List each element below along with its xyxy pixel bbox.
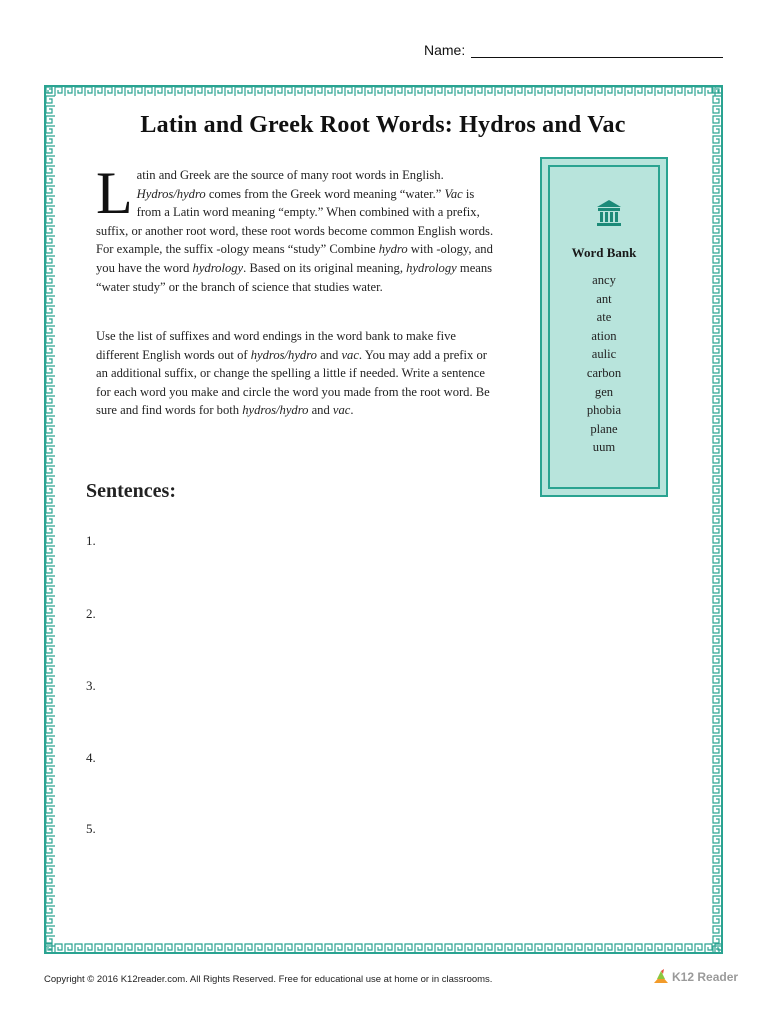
intro-term-hydros: Hydros/hydro bbox=[136, 186, 206, 201]
instr-term-vac: vac bbox=[341, 347, 359, 362]
word-bank-item: plane bbox=[590, 421, 618, 436]
sentence-number-1: 1. bbox=[86, 533, 96, 548]
word-bank-title: Word Bank bbox=[571, 245, 637, 260]
intro-paragraph bbox=[96, 160, 498, 296]
word-bank-item: uum bbox=[592, 440, 616, 455]
word-bank-item: ant bbox=[596, 291, 612, 306]
word-bank-item: phobia bbox=[586, 403, 622, 418]
intro-text-5: . Based on its original meaning, bbox=[243, 260, 407, 275]
word-bank-item: ancy bbox=[592, 273, 616, 287]
intro-term-hydrology: hydrology bbox=[192, 260, 244, 275]
instr-text-4: and bbox=[308, 403, 333, 418]
instructions-paragraph bbox=[96, 327, 498, 420]
worksheet-title: Latin and Greek Root Words: Hydros and Vac bbox=[140, 112, 626, 138]
name-field-row bbox=[424, 42, 723, 58]
instr-term-vac-2: vac bbox=[332, 403, 351, 418]
intro-text-6: means “water study” or the branch of science that studies water. bbox=[96, 260, 493, 294]
sentence-number-3: 3. bbox=[86, 678, 96, 693]
word-bank-item: aulic bbox=[591, 347, 617, 362]
word-bank-item: gen bbox=[594, 384, 614, 399]
instr-text-1: Use the list of suffixes and word endings in the word bank to make five different English words out of bbox=[96, 329, 457, 362]
word-bank-item: ate bbox=[596, 310, 612, 325]
name-label: Name: bbox=[424, 42, 466, 58]
word-bank-item: carbon bbox=[586, 365, 622, 380]
sentence-number-4: 4. bbox=[86, 750, 96, 765]
intro-term-hydrology-2: hydrology bbox=[406, 260, 457, 275]
instr-text-5: . bbox=[350, 403, 354, 418]
instr-text-3: . You may add a prefix or an additional suffix, or change the spelling a little if needed. Write a sentence for each word you make and circle the word you made from the root word. Be sure and find words for both bbox=[96, 347, 490, 418]
sentence-number-5: 5. bbox=[86, 821, 96, 836]
instr-text-2: and bbox=[316, 347, 342, 362]
word-bank-item: ation bbox=[591, 328, 617, 343]
drop-cap: L bbox=[96, 160, 133, 226]
word-bank-box bbox=[540, 157, 668, 497]
instr-term-hydros-2: hydros/hydro bbox=[242, 403, 309, 418]
logo-text: K12 Reader bbox=[672, 970, 739, 984]
k12reader-logo bbox=[652, 969, 738, 985]
intro-text-4: with -ology, and you have the word bbox=[96, 242, 493, 275]
word-bank-inner-border bbox=[548, 165, 660, 489]
intro-text-2: comes from the Greek word meaning “water.” bbox=[205, 186, 445, 201]
intro-text-1: atin and Greek are the source of many root words in English. bbox=[136, 168, 444, 182]
sentences-heading: Sentences: bbox=[86, 480, 176, 502]
name-line[interactable] bbox=[471, 43, 723, 58]
instr-term-hydros: hydros/hydro bbox=[250, 347, 317, 362]
copyright-footer: Copyright © 2016 K12reader.com. All Rights Reserved. Free for educational use at home or in classrooms. bbox=[44, 974, 493, 985]
sentence-number-2: 2. bbox=[86, 606, 96, 621]
intro-term-vac: Vac bbox=[444, 186, 463, 201]
word-bank-list bbox=[550, 271, 658, 457]
intro-term-hydro: hydro bbox=[378, 242, 408, 257]
book-leaf-icon bbox=[652, 969, 670, 985]
intro-text-3: is from a Latin word meaning “empty.” When combined with a prefix, suffix, or another root word, these root words become common English words. For example, the suffix -ology means “study” Combine bbox=[96, 186, 494, 257]
greek-temple-icon bbox=[596, 199, 622, 227]
